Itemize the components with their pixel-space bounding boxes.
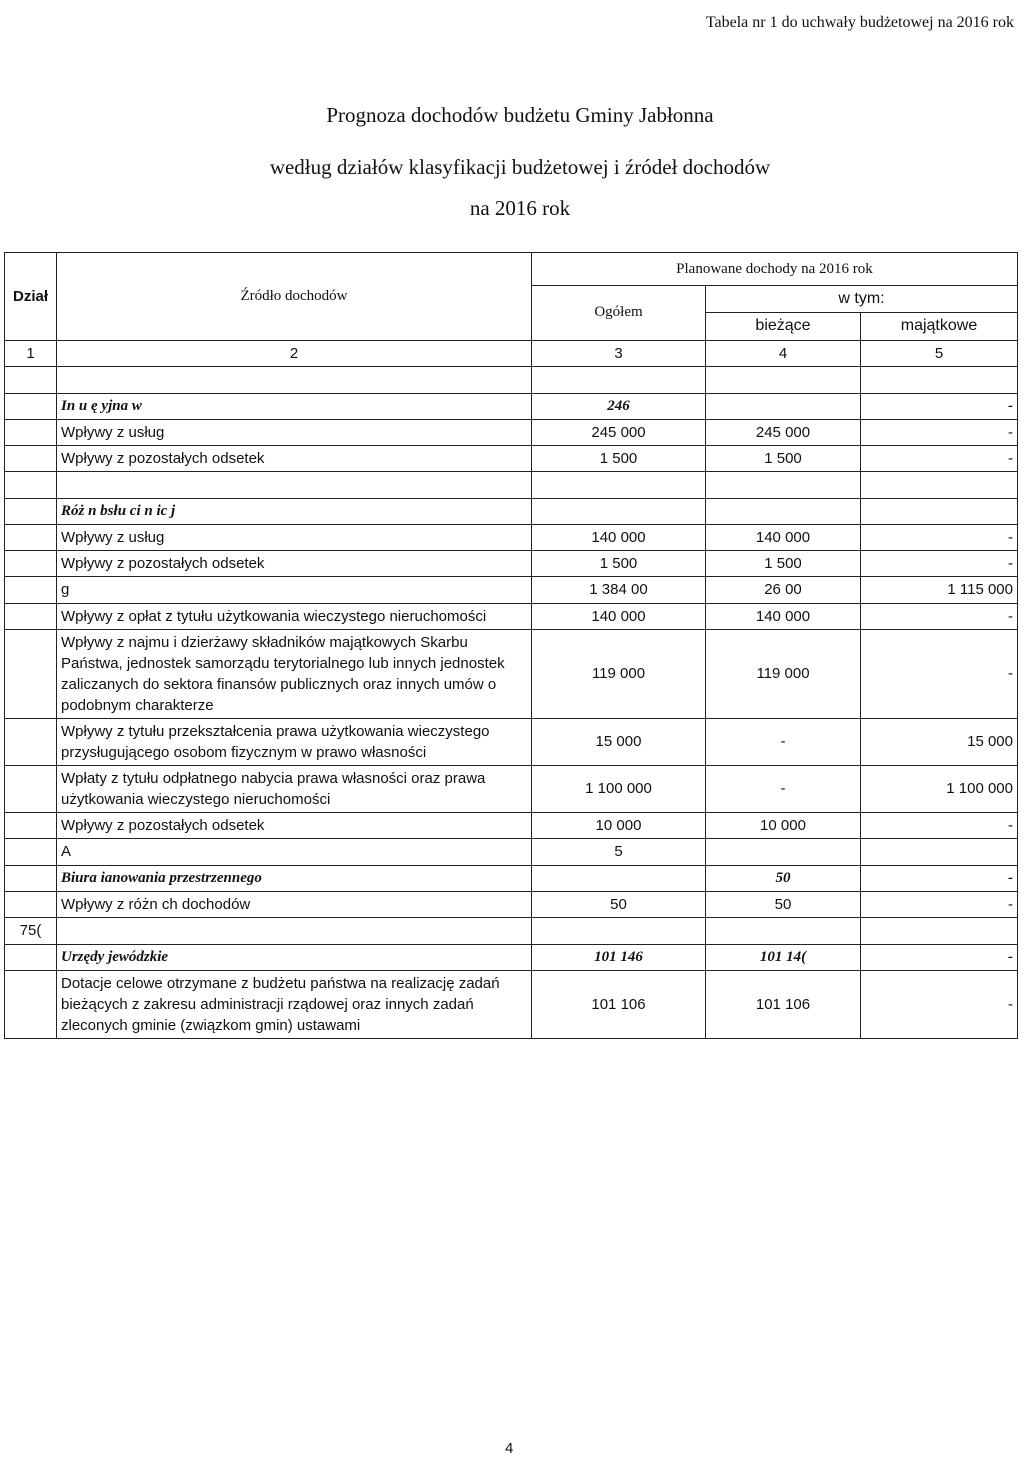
cell-zrodlo: Wpływy z najmu i dzierżawy składników majątkowych Skarbu Państwa, jednostek samorządu terytorialnego lub innych jednostek zaliczanych do sektora finansów publicznych oraz innych umów o podobnym charakterze — [57, 629, 532, 718]
group-row — [5, 838, 1018, 865]
cell-ogolem — [532, 917, 706, 944]
cell-biezace: 140 000 — [706, 603, 861, 629]
cell-zrodlo — [57, 917, 532, 944]
cell-biezace: 101 14( — [706, 944, 861, 970]
cell-zrodlo: Wpływy z pozostałych odsetek — [57, 812, 532, 838]
cell-ogolem: 101 106 — [532, 970, 706, 1038]
group-row — [5, 366, 1018, 393]
cell-dzial — [5, 891, 57, 917]
cell-dzial — [5, 629, 57, 718]
group-row — [5, 471, 1018, 498]
table-row — [5, 445, 1018, 471]
cell-biezace: 50 — [706, 891, 861, 917]
column-number: 1 — [5, 340, 57, 366]
cell-zrodlo — [57, 471, 532, 498]
cell-biezace — [706, 917, 861, 944]
table-row — [5, 629, 1018, 718]
cell-ogolem: 1 500 — [532, 550, 706, 576]
cell-zrodlo: Biura ianowania przestrzennego — [57, 865, 532, 891]
cell-zrodlo: Róż n bsłu ci n ic j — [57, 498, 532, 524]
cell-ogolem: 15 000 — [532, 718, 706, 765]
cell-dzial — [5, 944, 57, 970]
cell-majatkowe: 1 100 000 — [861, 765, 1018, 812]
cell-ogolem: 1 500 — [532, 445, 706, 471]
cell-dzial — [5, 812, 57, 838]
cell-zrodlo: Wpływy z różn ch dochodów — [57, 891, 532, 917]
cell-dzial — [5, 718, 57, 765]
cell-majatkowe: - — [861, 603, 1018, 629]
cell-biezace — [706, 366, 861, 393]
cell-majatkowe: - — [861, 865, 1018, 891]
cell-biezace: 26 00 — [706, 576, 861, 603]
header-note: Tabela nr 1 do uchwały budżetowej na 2016 rok — [705, 14, 1014, 31]
cell-zrodlo: Wpływy z usług — [57, 419, 532, 445]
cell-majatkowe: - — [861, 445, 1018, 471]
cell-dzial — [5, 419, 57, 445]
cell-ogolem — [532, 865, 706, 891]
cell-majatkowe: 1 115 000 — [861, 576, 1018, 603]
cell-ogolem: 50 — [532, 891, 706, 917]
cell-majatkowe: - — [861, 891, 1018, 917]
cell-majatkowe: - — [861, 970, 1018, 1038]
cell-zrodlo: A — [57, 838, 532, 865]
header-planowane: Planowane dochody na 2016 rok — [532, 253, 1018, 286]
cell-dzial — [5, 603, 57, 629]
cell-biezace: - — [706, 765, 861, 812]
column-number: 2 — [57, 340, 532, 366]
cell-ogolem: 5 — [532, 838, 706, 865]
cell-biezace: 245 000 — [706, 419, 861, 445]
cell-zrodlo: Wpływy z usług — [57, 524, 532, 550]
cell-dzial — [5, 970, 57, 1038]
cell-majatkowe — [861, 838, 1018, 865]
cell-ogolem: 10 000 — [532, 812, 706, 838]
cell-dzial — [5, 838, 57, 865]
document-year: na 2016 rok — [469, 196, 571, 220]
cell-dzial — [5, 445, 57, 471]
cell-majatkowe: - — [861, 419, 1018, 445]
cell-dzial — [5, 393, 57, 419]
cell-dzial — [5, 550, 57, 576]
cell-majatkowe — [861, 471, 1018, 498]
cell-dzial — [5, 765, 57, 812]
header-majatkowe: majątkowe — [861, 313, 1018, 340]
table-row — [5, 765, 1018, 812]
cell-zrodlo: In u ę yjna w — [57, 393, 532, 419]
cell-ogolem — [532, 366, 706, 393]
cell-ogolem: 246 — [532, 393, 706, 419]
table-row — [5, 603, 1018, 629]
table-row — [5, 419, 1018, 445]
cell-zrodlo: Wpływy z opłat z tytułu użytkowania wieczystego nieruchomości — [57, 603, 532, 629]
cell-ogolem: 101 146 — [532, 944, 706, 970]
cell-biezace — [706, 393, 861, 419]
header-ogolem: Ogółem — [532, 286, 706, 341]
cell-majatkowe — [861, 498, 1018, 524]
table-row — [5, 812, 1018, 838]
section-row — [5, 944, 1018, 970]
cell-ogolem: 140 000 — [532, 603, 706, 629]
cell-dzial — [5, 471, 57, 498]
section-row — [5, 498, 1018, 524]
cell-zrodlo — [57, 366, 532, 393]
cell-zrodlo: g — [57, 576, 532, 603]
cell-majatkowe: - — [861, 550, 1018, 576]
cell-biezace — [706, 498, 861, 524]
cell-biezace: - — [706, 718, 861, 765]
cell-zrodlo: Urzędy jewódzkie — [57, 944, 532, 970]
column-number: 5 — [861, 340, 1018, 366]
cell-biezace: 10 000 — [706, 812, 861, 838]
group-row — [5, 917, 1018, 944]
header-w-tym: w tym: — [706, 286, 1018, 313]
document-title: Prognoza dochodów budżetu Gminy Jabłonna — [326, 103, 714, 127]
cell-majatkowe: - — [861, 393, 1018, 419]
column-number-row — [5, 340, 1018, 366]
cell-dzial — [5, 498, 57, 524]
cell-ogolem: 140 000 — [532, 524, 706, 550]
header-zrodlo: Źródło dochodów — [57, 253, 532, 341]
cell-biezace: 140 000 — [706, 524, 861, 550]
cell-majatkowe: - — [861, 524, 1018, 550]
cell-ogolem — [532, 471, 706, 498]
table-row — [5, 524, 1018, 550]
cell-biezace: 1 500 — [706, 550, 861, 576]
document-subtitle: według działów klasyfikacji budżetowej i źródeł dochodów — [269, 155, 771, 179]
cell-majatkowe — [861, 366, 1018, 393]
table-row — [5, 550, 1018, 576]
cell-ogolem: 119 000 — [532, 629, 706, 718]
cell-ogolem: 245 000 — [532, 419, 706, 445]
table-row — [5, 718, 1018, 765]
section-row — [5, 393, 1018, 419]
cell-biezace — [706, 471, 861, 498]
column-number: 4 — [706, 340, 861, 366]
cell-zrodlo: Dotacje celowe otrzymane z budżetu państwa na realizację zadań bieżących z zakresu administracji rządowej oraz innych zadań zleconych gminie (związkom gmin) ustawami — [57, 970, 532, 1038]
cell-majatkowe — [861, 917, 1018, 944]
cell-dzial — [5, 524, 57, 550]
cell-dzial — [5, 366, 57, 393]
cell-ogolem: 1 100 000 — [532, 765, 706, 812]
table-row — [5, 970, 1018, 1038]
cell-ogolem: 1 384 00 — [532, 576, 706, 603]
cell-biezace: 101 106 — [706, 970, 861, 1038]
budget-table — [4, 252, 1018, 1039]
cell-zrodlo: Wpłaty z tytułu odpłatnego nabycia prawa własności oraz prawa użytkowania wieczystego nieruchomości — [57, 765, 532, 812]
table-row — [5, 891, 1018, 917]
cell-dzial — [5, 576, 57, 603]
cell-biezace — [706, 838, 861, 865]
cell-biezace: 50 — [706, 865, 861, 891]
header-biezace: bieżące — [706, 313, 861, 340]
column-number: 3 — [532, 340, 706, 366]
cell-dzial: 75( — [5, 917, 57, 944]
cell-majatkowe: - — [861, 812, 1018, 838]
cell-biezace: 1 500 — [706, 445, 861, 471]
cell-dzial — [5, 865, 57, 891]
cell-zrodlo: Wpływy z pozostałych odsetek — [57, 445, 532, 471]
cell-majatkowe: - — [861, 629, 1018, 718]
cell-zrodlo: Wpływy z pozostałych odsetek — [57, 550, 532, 576]
cell-majatkowe: 15 000 — [861, 718, 1018, 765]
page-number: 4 — [505, 1440, 514, 1457]
header-dzial: Dział — [5, 253, 57, 341]
group-row — [5, 576, 1018, 603]
cell-biezace: 119 000 — [706, 629, 861, 718]
cell-majatkowe: - — [861, 944, 1018, 970]
cell-ogolem — [532, 498, 706, 524]
section-row — [5, 865, 1018, 891]
cell-zrodlo: Wpływy z tytułu przekształcenia prawa użytkowania wieczystego przysługującego osobom fizycznym w prawo własności — [57, 718, 532, 765]
